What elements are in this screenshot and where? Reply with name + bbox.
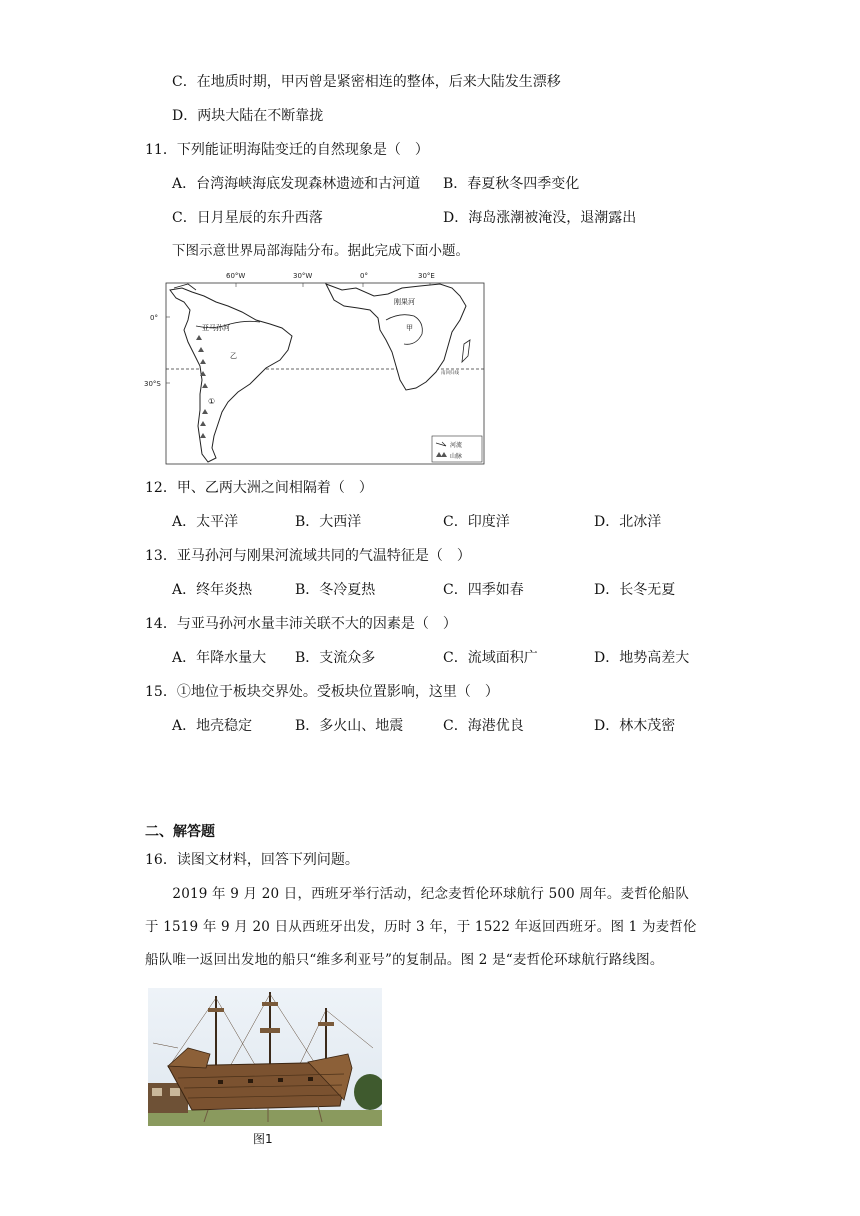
q12-option-b: B．大西洋 xyxy=(295,514,362,530)
q15-option-b: B．多火山、地震 xyxy=(295,718,404,734)
q12-option-c: C．印度洋 xyxy=(443,514,510,530)
section-title: 二、解答题 xyxy=(145,824,215,840)
q14-option-a: A．年降水量大 xyxy=(172,650,267,666)
q15-option-c: C．海港优良 xyxy=(443,718,524,734)
q15-option-d: D．林木茂密 xyxy=(594,718,676,734)
q12-stem: 12．甲、乙两大洲之间相隔着（ ） xyxy=(145,480,373,496)
lon-labels xyxy=(226,272,435,280)
congo-label: 刚果河 xyxy=(394,298,415,306)
legend-river: 河流 xyxy=(450,442,463,449)
madagascar-outline xyxy=(462,340,470,362)
tropic-label: 南回归线 xyxy=(441,371,459,376)
q11-option-a: A．台湾海峡海底发现森林遗迹和古河道 xyxy=(172,176,421,192)
q13-option-d: D．长冬无夏 xyxy=(594,582,676,598)
yi-label: 乙 xyxy=(230,352,237,360)
q10-option-c: C．在地质时期，甲丙曾是紧密相连的整体，后来大陆发生漂移 xyxy=(172,74,561,90)
lon-label-30e: 30°E xyxy=(418,272,435,280)
lat-label-30s: 30°S xyxy=(144,380,161,388)
lon-label-60w: 60°W xyxy=(226,272,246,280)
lon-label-30w: 30°W xyxy=(293,272,313,280)
lat-label-0: 0° xyxy=(150,314,158,322)
q16-para-line-1: 2019 年 9 月 20 日，西班牙举行活动，纪念麦哲伦环球航行 500 周年。麦哲伦船队 xyxy=(145,886,690,902)
q11-option-d: D．海岛涨潮被淹没，退潮露出 xyxy=(443,210,637,226)
map-intro: 下图示意世界局部海陆分布。据此完成下面小题。 xyxy=(172,243,469,259)
q14-option-c: C．流域面积广 xyxy=(443,650,538,666)
legend-mountain: 山脉 xyxy=(450,453,463,460)
q13-option-c: C．四季如春 xyxy=(443,582,524,598)
q10-option-d: D．两块大陆在不断靠拢 xyxy=(172,108,324,124)
lon-label-0: 0° xyxy=(360,272,368,280)
q13-stem: 13．亚马孙河与刚果河流域共同的气温特征是（ ） xyxy=(145,548,471,564)
q16-stem: 16．读图文材料，回答下列问题。 xyxy=(145,852,359,868)
q14-option-b: B．支流众多 xyxy=(295,650,376,666)
south-america-outline xyxy=(170,288,292,462)
figure-1-caption: 图1 xyxy=(253,1132,273,1146)
q11-option-b: B．春夏秋冬四季变化 xyxy=(443,176,580,192)
q13-option-b: B．冬冷夏热 xyxy=(295,582,376,598)
amazon-label: 亚马孙河 xyxy=(202,324,230,332)
q12-option-d: D．北冰洋 xyxy=(594,514,662,530)
q16-para-line-3: 船队唯一返回出发地的船只“维多利亚号”的复制品。图 2 是“麦哲伦环球航行路线图。 xyxy=(145,952,664,968)
q14-stem: 14．与亚马孙河水量丰沛关联不大的因素是（ ） xyxy=(145,616,457,632)
q11-stem: 11．下列能证明海陆变迁的自然现象是（ ） xyxy=(145,142,429,158)
q16-para-line-2: 于 1519 年 9 月 20 日从西班牙出发，历时 3 年，于 1522 年返回西班牙。图 1 为麦哲伦 xyxy=(145,919,697,935)
q13-option-a: A．终年炎热 xyxy=(172,582,253,598)
q15-option-a: A．地壳稳定 xyxy=(172,718,253,734)
site-1-label: ① xyxy=(208,397,216,406)
q12-option-a: A．太平洋 xyxy=(172,514,239,530)
victoria-ship-photo xyxy=(148,988,382,1126)
world-map-figure xyxy=(130,268,490,468)
q14-option-d: D．地势高差大 xyxy=(594,650,690,666)
map-legend xyxy=(432,436,482,462)
jia-label: 甲 xyxy=(406,324,413,332)
q11-option-c: C．日月星辰的东升西落 xyxy=(172,210,323,226)
q15-stem: 15．①地位于板块交界处。受板块位置影响，这里（ ） xyxy=(145,684,499,700)
